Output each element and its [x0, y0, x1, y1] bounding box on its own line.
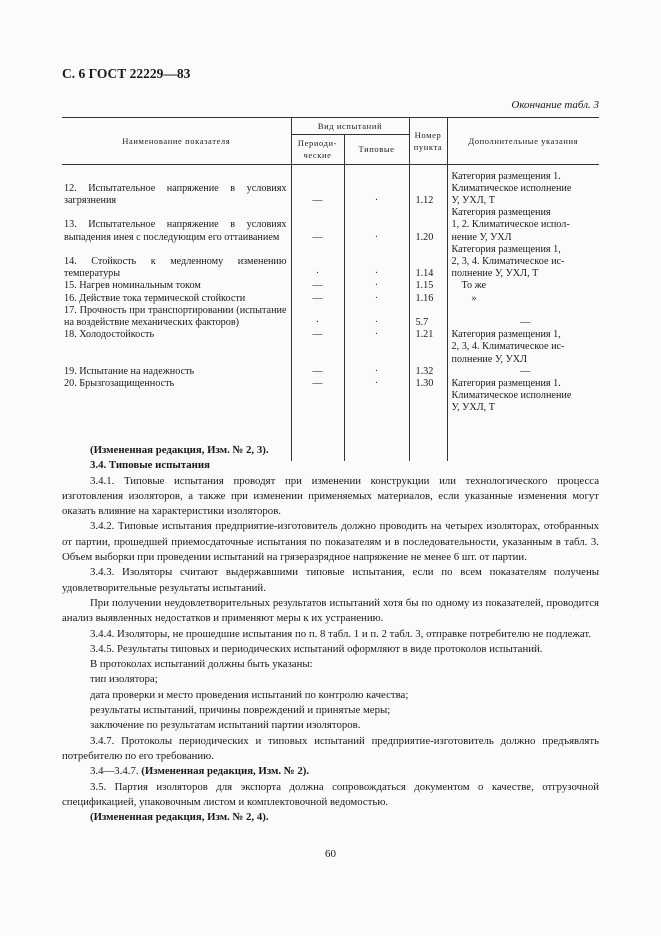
edition-note: (Измененная редакция, Изм. № 2, 4).	[90, 811, 269, 824]
table-row: 18. Холодостойкость — · 1.21 Категория размещения 1, 2, 3, 4. Климатическое ис- полнение У, УХЛ	[62, 329, 599, 366]
table-row: 14. Стойкость к медленному изменению температуры · · 1.14 Категория размещения 1, 2, 3, 4. Климатическое ис- полнение У, УХЛ, Т	[62, 244, 599, 281]
table-row: 12. Испытательное напряжение в условиях загрязнения — · 1.12 Категория размещения 1. Климатическое исполнение У, УХЛ, Т	[62, 164, 599, 207]
paragraph: 3.4.7. Протоколы периодических и типовых испытаний предприятие-изготовитель должно предъявлять потребителю по его требованию.	[62, 734, 599, 762]
paragraph: При получении неудовлетворительных результатов испытаний хотя бы по одному из показателей, проводится анализ выявленных недостатков и применяют меры к их устранению.	[62, 596, 599, 625]
table-caption: Окончание табл. 3	[511, 99, 599, 111]
table-row: 13. Испытательное напряжение в условиях выпадения инея с последующим его оттаиванием — · 1.20 Категория размещения 1, 2. Климатическое испол- нение У, УХЛ	[62, 207, 599, 244]
list-item: тип изолятора;	[90, 673, 158, 686]
page-number: 60	[325, 848, 336, 860]
table-row: 15. Нагрев номинальным током — · 1.15 То же	[62, 280, 599, 292]
col-periodic-header: Периоди-ческие	[291, 135, 344, 164]
page-header: С. 6 ГОСТ 22229—83	[62, 66, 191, 81]
paragraph: 3.4.1. Типовые испытания проводят при изменении конструкции или технологического процесса изготовления изоляторов, а также при изменении применяемых материалов, если указанные изменения могут оказать влияние на характеристики изоляторов.	[62, 474, 599, 518]
col-name-header: Наименование показателя	[62, 118, 291, 165]
paragraph: 3.4.3. Изоляторы считают выдержавшими типовые испытания, если по всем показателям получены удовлетворительные результаты испытаний.	[62, 566, 599, 594]
paragraph: 3.4.4. Изоляторы, не прошедшие испытания по п. 8 табл. 1 и п. 2 табл. 3, отправке потребителю не подлежат.	[90, 627, 591, 640]
paragraph: 3.4.2. Типовые испытания предприятие-изготовитель должно проводить на четырех изоляторах, отобранных от партии, прошедшей приемосдаточные испытания по показателям и в последовательности, указанным в табл. 3. Объем выборки при проведении испытаний на грязеразрядное напряжение не менее 6 шт. от партии.	[62, 520, 599, 564]
list-item: результаты испытаний, причины повреждений и принятые меры;	[90, 704, 391, 717]
paragraph: 3.4.5. Результаты типовых и периодических испытаний оформляют в виде протоколов испытаний.	[90, 642, 543, 655]
tests-table	[62, 117, 599, 461]
edition-note: (Измененная редакция, Изм. № 2, 3).	[90, 444, 269, 456]
col-number-header: Номер пункта	[409, 118, 447, 165]
table-row: 17. Прочность при транспортировании (испытание на воздействие механических факторов) · · 5.7 —	[62, 305, 599, 329]
body-text	[62, 443, 599, 825]
list-item: заключение по результатам испытаний партии изоляторов.	[90, 719, 361, 732]
table-row: 16. Действие тока термической стойкости — · 1.16 »	[62, 293, 599, 305]
table-row: 19. Испытание на надежность — · 1.32 —	[62, 366, 599, 378]
section-title: 3.4. Типовые испытания	[90, 459, 210, 472]
paragraph: В протоколах испытаний должны быть указаны:	[90, 658, 313, 671]
table-row: 20. Брызгозащищенность — · 1.30 Категория размещения 1. Климатическое исполнение У, УХЛ, Т	[62, 378, 599, 415]
col-type-header: Типовые	[344, 135, 409, 164]
edition-note-inline: 3.4—3.4.7. (Измененная редакция, Изм. № 2).	[90, 765, 310, 778]
list-item: дата проверки и место проведения испытаний по контролю качества;	[90, 688, 409, 701]
col-kind-header: Вид испытаний	[291, 118, 409, 135]
paragraph: 3.5. Партия изоляторов для экспорта должна сопровождаться документом о качестве, отгрузочной спецификацией, упаковочным листом и комплектовочной ведомостью.	[62, 780, 599, 808]
col-extra-header: Дополнительные указания	[447, 118, 599, 165]
